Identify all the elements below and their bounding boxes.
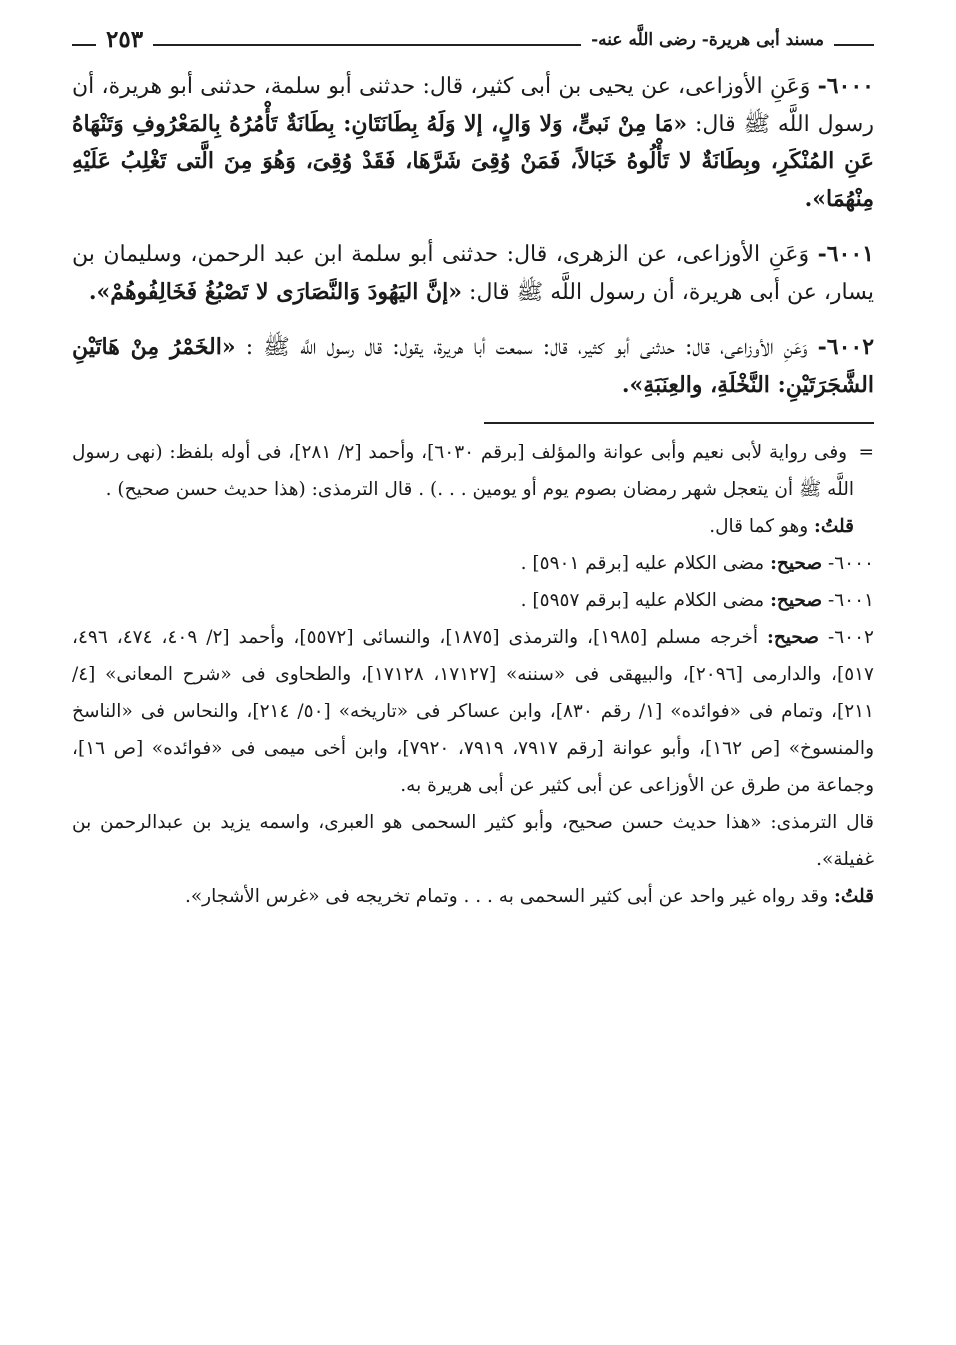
footnote-grade: صحيح: bbox=[770, 553, 823, 574]
hadith-matn: «مَا مِنْ نَبىٍّ، وَلا وَالٍ، إلا وَلَهُ بِطَانَتَانِ: بِطَانَةٌ تَأْمُرُهُ بِالمَعْرُوفِ وَتَنْهَاهُ عَنِ المُنْكَرِ، وبِطَانَةٌ لا تَأْلُوهُ خَبَالاً، فَمَنْ وُقِىَ شَرَّهَا، فَقَدْ وُقِىَ، وَهُوَ مِنَ الَّتى تَغْلِبُ عَلَيْهِ مِنْهُمَا». bbox=[72, 110, 874, 212]
footnote-qultu bbox=[72, 878, 874, 915]
hadith-isnad: وَعَنِ الأوزاعى، عن الزهرى، قال: حدثنى أبو سلمة ابن عبد الرحمن، وسليمان بن يسار، عن أبى هريرة، أن رسول اللَّه ﷺ قال: bbox=[72, 242, 874, 305]
book-page bbox=[72, 24, 874, 915]
hadith-number: ٦٠٠٠- bbox=[817, 73, 874, 99]
footnote-6000 bbox=[72, 545, 874, 582]
hadith-isnad: وَعَنِ الأوزاعى، قال: حدثنى أبو كثير، قال: سمعت أبا هريرة، يقول: قال رسول اللَّه ﷺ : bbox=[245, 335, 808, 360]
hadith-6001 bbox=[72, 236, 874, 311]
footnote-qultu bbox=[72, 508, 874, 545]
footnote-number: ٦٠٠٢- bbox=[827, 627, 874, 648]
hadith-6002 bbox=[72, 329, 874, 404]
hadith-matn: «الخَمْرُ مِنْ هَاتَيْنِ الشَّجَرَتَيْنِ: النَّخْلَةِ، والعِنَبَةِ». bbox=[72, 334, 874, 398]
hadith-6000 bbox=[72, 68, 874, 218]
hadith-number: ٦٠٠١- bbox=[817, 241, 874, 267]
footnote-label: قلتُ: bbox=[814, 516, 854, 537]
footnotes bbox=[72, 434, 874, 915]
footnote-text: وفى رواية لأبى نعيم وأبى عوانة والمؤلف [برقم ٦٠٣٠]، وأحمد [٢/ ٢٨١]، فى أوله بلفظ: (نهى رسول اللَّه ﷺ أن يتعجل شهر رمضان بصوم يوم أو يومين . . .) . قال الترمذى: (هذا حديث حسن صحيح) . bbox=[72, 442, 854, 500]
footnote-6001 bbox=[72, 582, 874, 619]
footnote-grade: صحيح: bbox=[770, 590, 823, 611]
footnote-number: ٦٠٠١- bbox=[827, 590, 874, 611]
page-header bbox=[72, 24, 874, 68]
hadith-isnad: وَعَنِ الأوزاعى، عن يحيى بن أبى كثير، قال: حدثنى أبو سلمة، حدثنى أبو هريرة، أن رسول اللَّه ﷺ قال: bbox=[72, 74, 874, 137]
hadith-number: ٦٠٠٢- bbox=[817, 334, 875, 360]
running-title: مسند أبى هريرة- رضى اللَّه عنه- bbox=[581, 30, 834, 50]
footnote-continuation bbox=[72, 434, 874, 508]
page-number: ٢٥٣ bbox=[96, 26, 153, 53]
footnote-text: وقد رواه غير واحد عن أبى كثير السحمى به . . . وتمام تخريجه فى «غرس الأشجار». bbox=[184, 886, 829, 907]
footnote-text: أخرجه مسلم [١٩٨٥]، والترمذى [١٨٧٥]، والنسائى [٥٥٧٢]، وأحمد [٢/ ٤٠٩، ٤٧٤، ٤٩٦، ٥١٧]، والدارمى [٢٠٩٦]، والبيهقى فى «سننه» [١٧١٢٧، ١٧١٢٨]، والطحاوى فى «شرح المعانى» [٤/ ٢١١]، وتمام فى «فوائده» [١/ رقم ٨٣٠]، وابن عساكر فى «تاريخه» [٥٠/ ٢١٤]، والنحاس فى «الناسخ والمنسوخ» [ص ١٦٢]، وأبو عوانة [رقم ٧٩١٧، ٧٩١٩، ٧٩٢٠]، وابن أخى ميمى فى «فوائده» [ص ١٦]، وجماعة من طرق عن الأوزاعى عن أبى كثير عن أبى هريرة به. bbox=[72, 627, 875, 796]
footnote-label: قلتُ: bbox=[834, 886, 874, 907]
footnote-text: مضى الكلام عليه [برقم ٥٩٥٧] . bbox=[520, 590, 765, 611]
footnote-tirmidhi bbox=[72, 804, 874, 878]
footnote-grade: صحيح: bbox=[767, 627, 820, 648]
footnote-text: قال الترمذى: «هذا حديث حسن صحيح، وأبو كثير السحمى هو العبرى، واسمه يزيد بن عبدالرحمن بن غفيلة». bbox=[72, 812, 874, 870]
footnote-6002 bbox=[72, 619, 874, 804]
footnote-text: مضى الكلام عليه [برقم ٥٩٠١] . bbox=[520, 553, 765, 574]
footnote-number: ٦٠٠٠- bbox=[827, 553, 874, 574]
footnote-separator bbox=[484, 422, 874, 424]
hadith-matn: «إنَّ اليَهُودَ وَالنَّصَارَى لا تَصْبُغُ فَخَالِفُوهُمْ». bbox=[88, 278, 463, 305]
footnote-text: وهو كما قال. bbox=[709, 516, 809, 537]
